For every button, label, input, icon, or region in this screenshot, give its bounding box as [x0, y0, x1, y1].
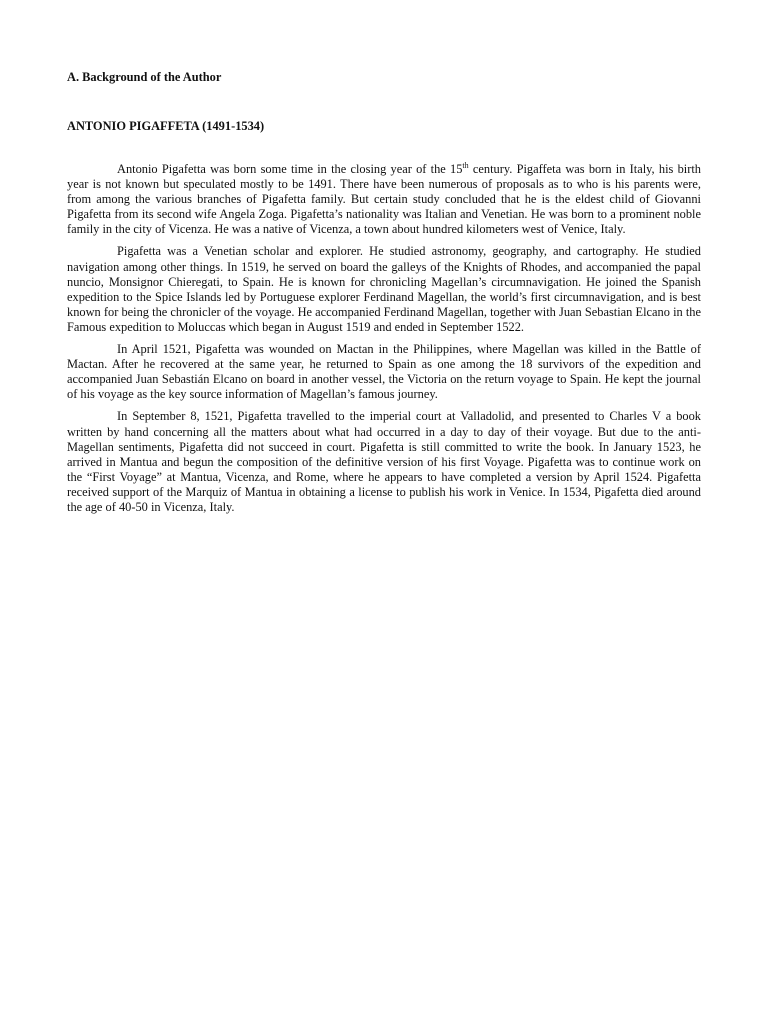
- paragraph-4: In September 8, 1521, Pigafetta travelled to the imperial court at Valladolid, and presented to Charles V a book written by hand concerning all the matters about what had occurred in a day to day of their voyage. But due to the anti-Magellan sentiments, Pigafetta did not succeed in court. Pigafetta is still committed to write the book. In January 1523, he arrived in Mantua and begun the composition of the definitive version of his first Voyage. Pigafetta was to continue work on the “First Voyage” at Mantua, Vicenza, and Rome, where he appears to have completed a version by April 1524. Pigafetta received support of the Marquiz of Mantua in obtaining a license to publish his work in Venice. In 1534, Pigafetta died around the age of 40-50 in Vicenza, Italy.: [67, 409, 701, 514]
- ordinal-superscript: th: [462, 160, 469, 170]
- paragraph-1-text-rest: century. Pigaffeta was born in Italy, his birth year is not known but speculated mostly to be 1491. There have been numerous of proposals as to who is his parents were, from among the various branches of Pigafetta family. But certain study concluded that he is the eldest child of Giovanni Pigafetta from its second wife Angela Zoga. Pigafetta’s nationality was Italian and Venetian. He was born to a prominent noble family in the city of Vicenza. He was a native of Vicenza, a town about hundred kilometers west of Venice, Italy.: [67, 162, 701, 237]
- paragraph-3: In April 1521, Pigafetta was wounded on Mactan in the Philippines, where Magellan was killed in the Battle of Mactan. After he recovered at the same year, he returned to Spain as one among the 18 survivors of the expedition and accompanied Juan Sebastián Elcano on board in another vessel, the Victoria on the return voyage to Spain. He kept the journal of his voyage as the key source information of Magellan’s famous journey.: [67, 342, 701, 402]
- document-body: [67, 162, 701, 522]
- paragraph-1-text-start: Antonio Pigafetta was born some time in the closing year of the 15: [117, 162, 463, 176]
- paragraph-2: Pigafetta was a Venetian scholar and explorer. He studied astronomy, geography, and cartography. He studied navigation among other things. In 1519, he served on board the galleys of the Knights of Rhodes, and accompanied the papal nuncio, Monsignor Chieregati, to Spain. He is known for chronicling Magellan’s circumnavigation. He joined the Spanish expedition to the Spice Islands led by Portuguese explorer Ferdinand Magellan, the world’s first circumnavigation, and is best known for being the chronicler of the voyage. He accompanied Ferdinand Magellan, together with Juan Sebastian Elcano in the Famous expedition to Moluccas which began in August 1519 and ended in September 1522.: [67, 244, 701, 334]
- author-heading: ANTONIO PIGAFFETA (1491-1534): [67, 119, 265, 133]
- section-heading: A. Background of the Author: [67, 70, 222, 84]
- paragraph-1: [67, 162, 701, 237]
